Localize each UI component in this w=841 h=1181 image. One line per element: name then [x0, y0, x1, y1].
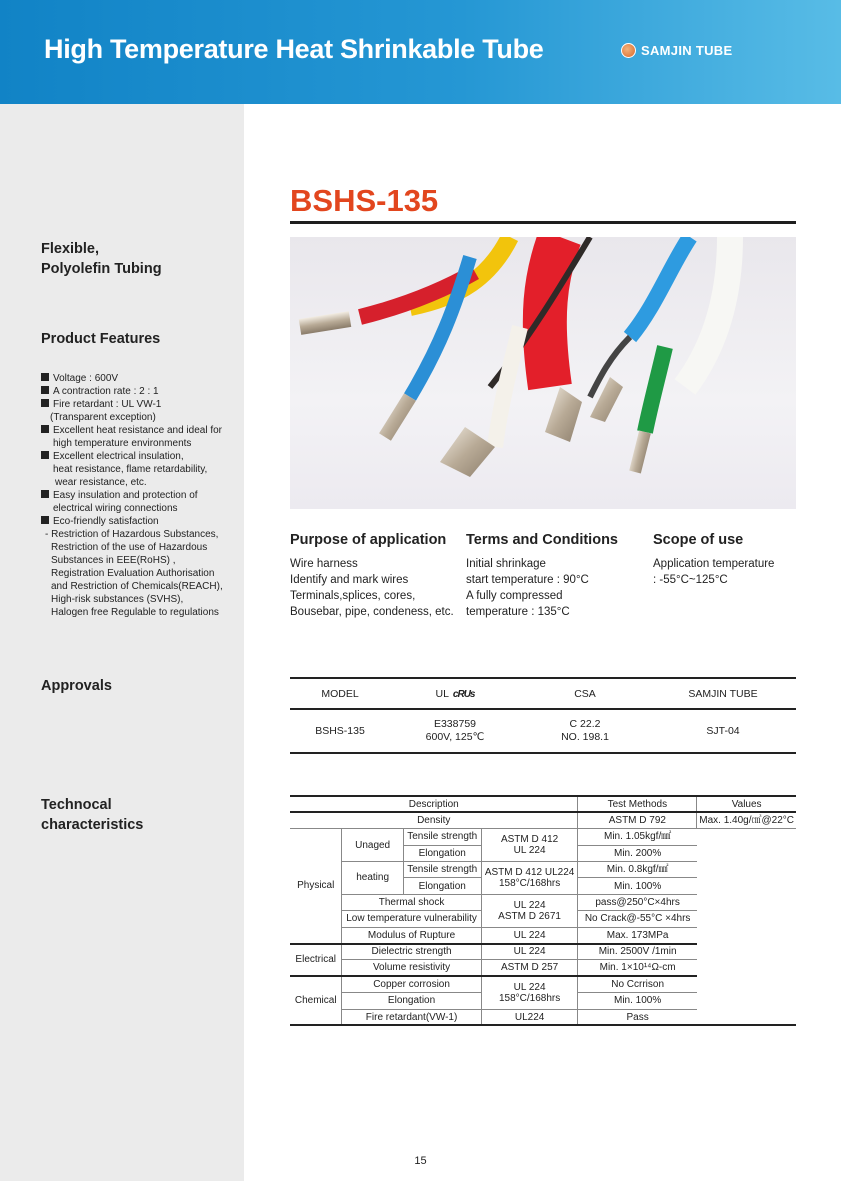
table-row [290, 829, 796, 845]
cell: Density [290, 812, 578, 828]
cell: Dielectric strength [342, 944, 481, 960]
cell: Elongation [403, 878, 481, 894]
scope-text [653, 556, 774, 588]
approvals-heading: Approvals [41, 678, 112, 694]
feature-item: A contraction rate : 2 : 1 [41, 385, 241, 398]
cell: Pass [578, 1009, 697, 1025]
feature-item: and Restriction of Chemicals(REACH), [51, 581, 223, 592]
purpose-title: Purpose of application [290, 532, 447, 548]
cell: Tensile strength [403, 862, 481, 878]
text-line: Identify and mark wires [290, 574, 409, 586]
cell: Max. 173MPa [578, 927, 697, 943]
samjin-logo [621, 43, 732, 58]
cell: Elongation [342, 993, 481, 1009]
feature-item: Voltage : 600V [41, 372, 241, 385]
cell-line: ASTM D 2671 [498, 910, 561, 922]
logo-mark-icon [621, 43, 636, 58]
table-row [290, 960, 796, 976]
heading-line: characteristics [41, 817, 144, 833]
scope-title: Scope of use [653, 532, 744, 548]
feature-item: Eco-friendly satisfaction [41, 515, 241, 528]
feature-item: Restriction of the use of Hazardous [51, 542, 208, 553]
cell: Fire retardant(VW-1) [342, 1009, 481, 1025]
text-line: Terminals,splices, cores, [290, 590, 416, 602]
sidebar-heading-flexible [41, 239, 162, 279]
cell: Thermal shock [342, 894, 481, 910]
bullet-square-icon [41, 451, 49, 459]
cell-line: E338759 [433, 718, 477, 730]
cell-line: 158°C/168hrs [498, 877, 561, 889]
cell: Low temperature vulnerability [342, 911, 481, 927]
text-line: Initial shrinkage [466, 558, 546, 570]
feature-item: Excellent electrical insulation, [41, 450, 241, 463]
table-row [290, 1009, 796, 1025]
cell: Min. 100% [578, 878, 697, 894]
cell [481, 829, 578, 862]
features-list [41, 372, 241, 619]
purpose-text [290, 556, 454, 620]
table-row [290, 862, 796, 878]
table-row [290, 976, 796, 992]
cell: Chemical [290, 976, 342, 1025]
feature-item: heat resistance, flame retardability, [53, 464, 208, 475]
feature-item: - Restriction of Hazardous Substances, [45, 529, 219, 540]
feature-item: High-risk substances (SVHS), [51, 594, 184, 605]
cell-line: UL 224 [513, 981, 546, 993]
table-header-row [290, 678, 796, 709]
text-line: : -55°C~125°C [653, 574, 728, 586]
feature-item: (Transparent exception) [50, 412, 156, 423]
bullet-square-icon [41, 399, 49, 407]
cell: Min. 2500V /1min [578, 944, 697, 960]
cell: Electrical [290, 944, 342, 977]
ul-label: UL [435, 687, 449, 700]
heading-line: Technocal [41, 797, 112, 813]
text-line: Bousebar, pipe, condeness, etc. [290, 606, 454, 618]
cell: heating [342, 862, 403, 895]
col-samjin: SAMJIN TUBE [650, 678, 796, 709]
feature-item: Registration Evaluation Authorisation [51, 568, 215, 579]
tech-heading [41, 795, 143, 835]
cell [520, 709, 650, 753]
table-row [290, 944, 796, 960]
bullet-square-icon [41, 425, 49, 433]
cell: No Crack@-55°C ×4hrs [578, 911, 697, 927]
tech-table [290, 795, 796, 1026]
bullet-square-icon [41, 490, 49, 498]
text-line: Wire harness [290, 558, 358, 570]
cell: pass@250°C×4hrs [578, 894, 697, 910]
feature-item: high temperature environments [53, 438, 192, 449]
page-number: 15 [414, 1155, 427, 1167]
cell: No Ccrrison [578, 976, 697, 992]
cell: Min. 1×10¹⁴Ω-cm [578, 960, 697, 976]
cell [481, 862, 578, 895]
table-row [290, 894, 796, 910]
feature-item: Excellent heat resistance and ideal for [41, 424, 241, 437]
bullet-square-icon [41, 373, 49, 381]
col-description: Description [290, 796, 578, 812]
table-row [290, 709, 796, 753]
bullet-square-icon [41, 516, 49, 524]
cell-line: UL 224 [513, 899, 546, 911]
cell-line: NO. 198.1 [561, 731, 609, 743]
feature-item: Easy insulation and protection of [41, 489, 241, 502]
terms-text [466, 556, 589, 620]
cell: Tensile strength [403, 829, 481, 845]
cell-line: 600V, 125℃ [425, 731, 485, 743]
product-code: BSHS-135 [290, 183, 439, 218]
terms-title: Terms and Conditions [466, 532, 618, 548]
cell: Min. 200% [578, 845, 697, 861]
cell: ASTM D 792 [578, 812, 697, 828]
table-row [290, 927, 796, 943]
title-rule [290, 221, 796, 224]
cell-line: C 22.2 [569, 718, 601, 730]
cell [481, 894, 578, 927]
cell: Copper corrosion [342, 976, 481, 992]
feature-item: electrical wiring connections [53, 503, 178, 514]
feature-item: wear resistance, etc. [55, 477, 147, 488]
cell-line: 158°C/168hrs [498, 992, 561, 1004]
col-ul [390, 678, 520, 709]
col-values: Values [697, 796, 796, 812]
wire-terminals-illustration [290, 237, 796, 509]
cell [390, 709, 520, 753]
col-csa: CSA [520, 678, 650, 709]
features-heading: Product Features [41, 331, 161, 347]
cell: UL 224 [481, 927, 578, 943]
col-model: MODEL [290, 678, 390, 709]
cell-line: UL 224 [513, 845, 546, 857]
cell: UL 224 [481, 944, 578, 960]
page-title: High Temperature Heat Shrinkable Tube [44, 34, 544, 64]
cell-line: ASTM D 412 UL224 [484, 866, 575, 878]
ul-mark-icon: cRUs [452, 688, 475, 700]
text-line: A fully compressed [466, 590, 563, 602]
heading-line: Flexible, [41, 241, 100, 257]
cell: Physical [290, 829, 342, 944]
cell-line: ASTM D 412 [500, 834, 559, 846]
cell: Min. 0.8kgf/㎟ [578, 862, 697, 878]
feature-item: Fire retardant : UL VW-1 [41, 398, 241, 411]
bullet-square-icon [41, 386, 49, 394]
cell: Modulus of Rupture [342, 927, 481, 943]
cell: ASTM D 257 [481, 960, 578, 976]
table-header-row [290, 796, 796, 812]
cell: Max. 1.40g/㎤@22°C [697, 812, 796, 828]
cell: Volume resistivity [342, 960, 481, 976]
text-line: Application temperature [653, 558, 775, 570]
header-banner [0, 0, 841, 104]
col-test-methods: Test Methods [578, 796, 697, 812]
cell: SJT-04 [706, 724, 740, 737]
cell: Elongation [403, 845, 481, 861]
cell: Min. 100% [578, 993, 697, 1009]
cell: BSHS-135 [315, 724, 365, 737]
product-photo [290, 237, 796, 509]
cell: UL224 [481, 1009, 578, 1025]
table-row [290, 812, 796, 828]
heading-line: Polyolefin Tubing [41, 261, 162, 277]
feature-item: Halogen free Regulable to regulations [51, 607, 219, 618]
text-line: temperature : 135°C [466, 606, 570, 618]
approvals-table [290, 677, 796, 754]
text-line: start temperature : 90°C [466, 574, 589, 586]
cell: Unaged [342, 829, 403, 862]
logo-text: SAMJIN TUBE [641, 43, 733, 58]
feature-item: Substances in EEE(RoHS) , [51, 555, 176, 566]
cell [481, 976, 578, 1009]
cell: Min. 1.05kgf/㎟ [578, 829, 697, 845]
